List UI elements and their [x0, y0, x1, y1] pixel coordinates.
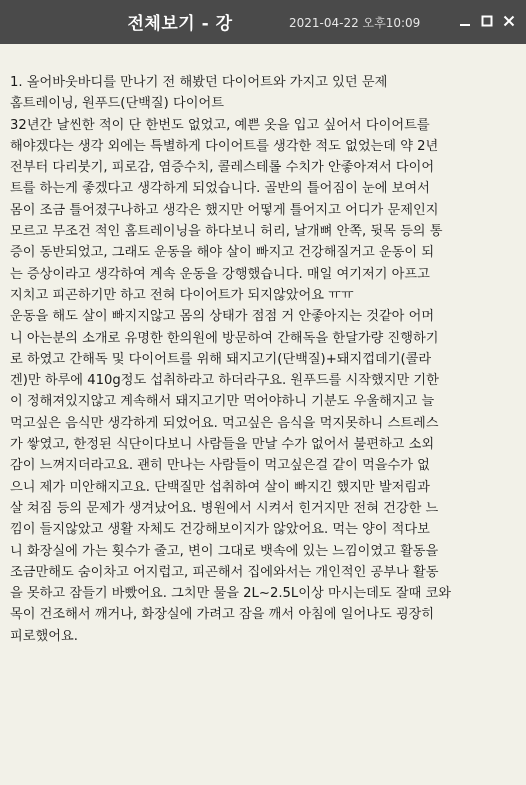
text-line: 먹고싶은 음식만 생각하게 되었어요. 먹고싶은 음식을 먹지못하니 스트레스: [10, 415, 439, 431]
text-line: 는 증상이라고 생각하여 계속 운동을 강행했습니다. 매일 여기저기 아프고: [10, 266, 430, 282]
text-line: 모르고 무조건 적인 홈트레이닝을 하다보니 허리, 날개뼈 안쪽, 뒷목 등의 통: [10, 224, 443, 240]
text-line: 해야겠다는 생각 외에는 특별하게 다이어트를 생각한 적도 없었는데 약 2년: [10, 138, 439, 154]
text-line: 증이 동반되었고, 그래도 운동을 해야 살이 빠지고 건강해질거고 운동이 되: [10, 245, 435, 261]
window-controls: [454, 11, 520, 31]
text-line: 니 화장실에 가는 횟수가 줄고, 변이 그대로 뱃속에 있는 느낌이였고 활동을: [10, 543, 439, 559]
text-line: 피로했어요.: [10, 628, 78, 644]
close-icon: [503, 15, 515, 27]
text-line: 홈트레이닝, 원푸드(단백질) 다이어트: [10, 96, 224, 112]
maximize-icon: [481, 15, 493, 27]
text-line: 살 쳐짐 등의 문제가 생겨났어요. 병원에서 시켜서 힌거지만 전혀 건강한 느: [10, 500, 439, 516]
text-line: 낌이 들지않았고 생활 자체도 건강해보이지가 않았어요. 먹는 양이 적다보: [10, 522, 430, 538]
title-bar: [0, 0, 526, 44]
text-line: 트를 하는게 좋겠다고 생각하게 되었습니다. 골반의 틀어짐이 눈에 보여서: [10, 181, 430, 197]
text-line: 니 아는분의 소개로 유명한 한의원에 방문하여 간해독을 한달가량 진행하기: [10, 330, 439, 346]
post-content: [10, 72, 516, 772]
maximize-button[interactable]: [476, 11, 498, 31]
text-line: 감이 느껴지더라고요. 괜히 만나는 사람들이 먹고싶은걸 같이 먹을수가 없: [10, 458, 430, 474]
post-timestamp: 2021-04-22 오후10:09: [289, 16, 421, 30]
text-line: 로 하였고 간해독 및 다이어트를 위해 돼지고기(단백질)+돼지껍데기(콜라: [10, 351, 432, 367]
text-line: 몸이 조금 틀어졌구나하고 생각은 했지만 어떻게 틀어지고 어디가 문제인지: [10, 202, 439, 218]
text-line: 으니 제가 미안해지고요. 단백질만 섭취하여 살이 빠지긴 했지만 발저림과: [10, 479, 430, 495]
minimize-icon: [459, 15, 471, 27]
text-line: 가 쌓였고, 한정된 식단이다보니 사람들을 만날 수가 없어서 불편하고 소외: [10, 437, 435, 453]
close-button[interactable]: [498, 11, 520, 31]
text-line: 32년간 날씬한 적이 단 한번도 없었고, 예쁜 옷을 입고 싶어서 다이어트를: [10, 117, 430, 133]
text-line: 을 못하고 잠들기 바빴어요. 그치만 물을 2L~2.5L이상 마시는데도 잘때 코와: [10, 586, 451, 602]
window-title: 전체보기 - 강: [127, 14, 233, 34]
text-line: 조금만해도 숨이차고 어지럽고, 피곤해서 집에와서는 개인적인 공부나 활동: [10, 564, 439, 580]
text-line: 지치고 피곤하기만 하고 전혀 다이어트가 되지않았어요 ㅠㅠ: [10, 287, 354, 303]
text-line: 전부터 다리붓기, 피로감, 염증수치, 콜레스테롤 수치가 안좋아져서 다이어: [10, 160, 435, 176]
text-line: 1. 올어바웃바디를 만나기 전 해봤던 다이어트와 가지고 있던 문제: [10, 75, 388, 90]
text-line: 이 정해져있지않고 계속해서 돼지고기만 먹어야하니 기분도 우울해지고 늘: [10, 394, 435, 410]
text-line: 운동을 해도 살이 빠지지않고 몸의 상태가 점점 거 안좋아지는 것같아 어머: [10, 309, 435, 325]
text-line: 겐)만 하루에 410g정도 섭취하라고 하더라구요. 원푸드를 시작했지만 기한: [10, 373, 439, 389]
minimize-button[interactable]: [454, 11, 476, 31]
text-line: 목이 건조해서 깨거나, 화장실에 가려고 잠을 깨서 아침에 일어나도 굉장히: [10, 607, 435, 623]
